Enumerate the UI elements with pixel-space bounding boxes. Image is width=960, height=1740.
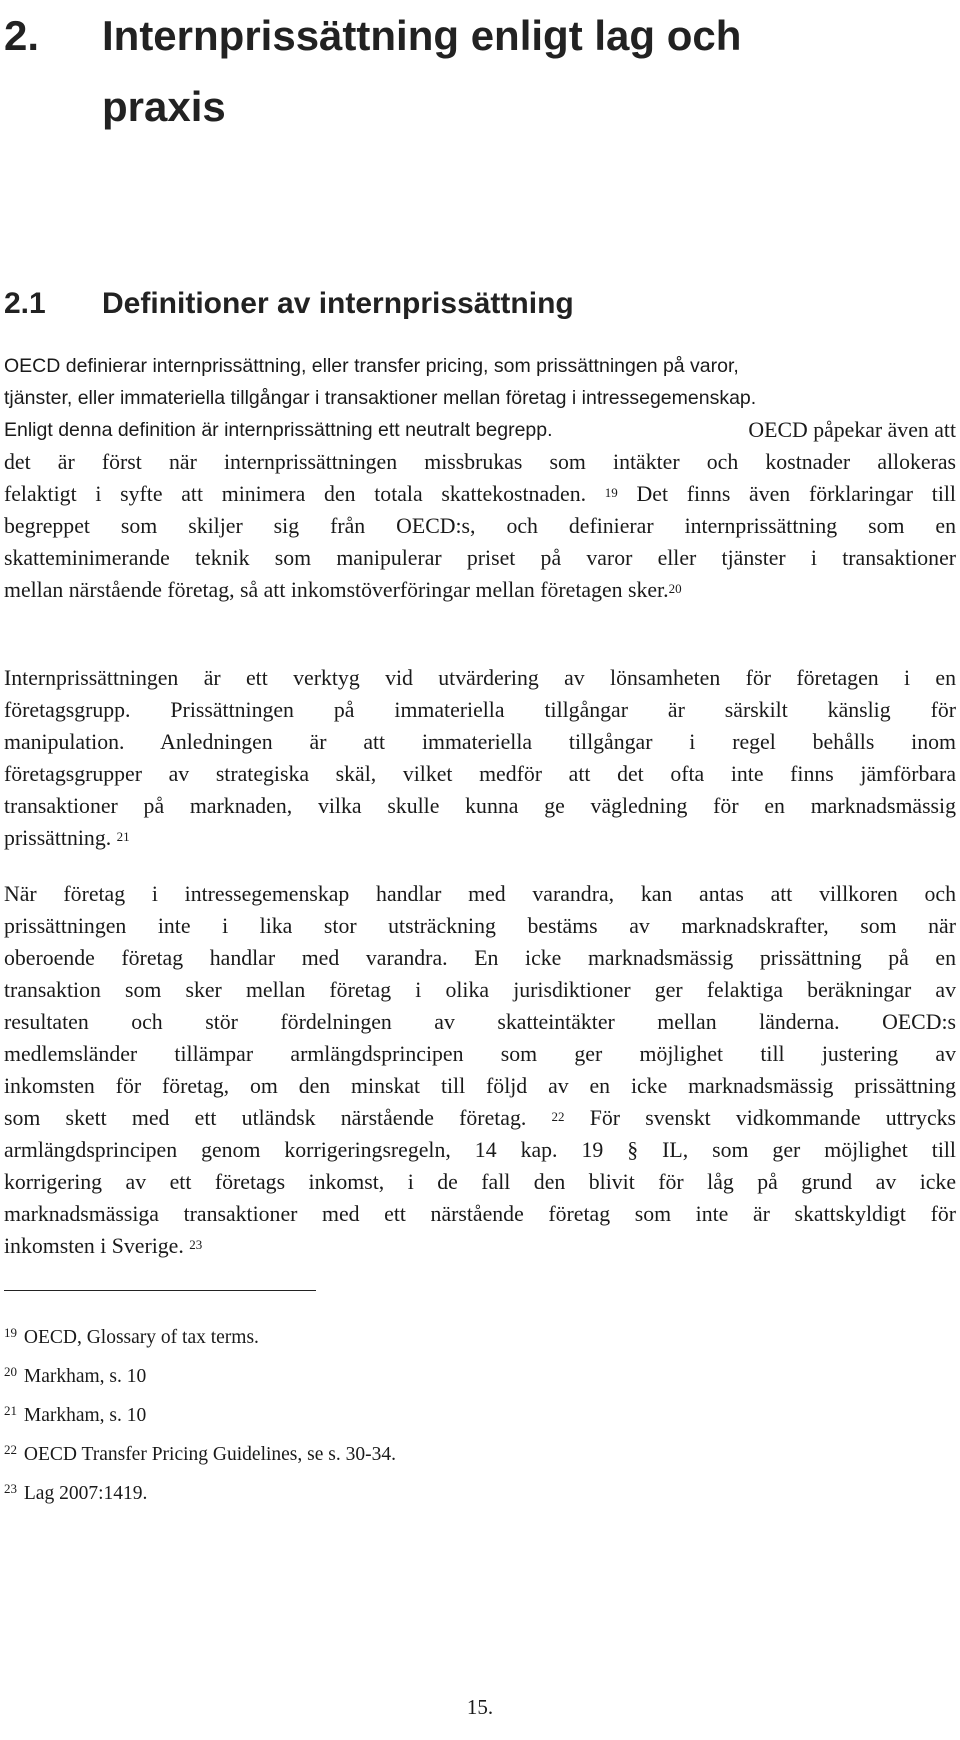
text-segment: För svenskt vidkommande uttrycks — [589, 1106, 957, 1130]
footnote-20 — [4, 1357, 904, 1396]
footnote-19 — [4, 1318, 904, 1357]
text-segment: felaktigt i syfte att minimera den totala skattekostnaden. — [4, 482, 587, 506]
chapter-title-line2: praxis — [102, 83, 226, 130]
text-segment: Det finns även förklaringar till — [636, 482, 956, 506]
footnote-21 — [4, 1396, 904, 1435]
footnote-text: Lag 2007:1419. — [23, 1483, 148, 1504]
footnote-text: Markham, s. 10 — [23, 1366, 147, 1387]
text-line: tjänster, eller immateriella tillgångar i transaktioner mellan företag i intressegemenskap. — [4, 387, 757, 409]
text-line-with-footnote — [4, 822, 956, 854]
paragraph-1-intro — [4, 350, 958, 446]
text-line: skatteminimerande teknik som manipulerar priset på varor eller tjänster i transaktioner — [4, 546, 956, 570]
chapter-heading — [4, 0, 960, 142]
paragraph-2 — [4, 662, 956, 854]
text-line: manipulation. Anledningen är att immateriella tillgångar i regel behålls inom — [4, 730, 956, 754]
text-line: företagsgrupp. Prissättningen på immateriella tillgångar är särskilt känslig för — [4, 698, 956, 722]
footnote-text: Markham, s. 10 — [23, 1405, 147, 1426]
text-line: resultaten och stör fördelningen av skatteintäkter mellan länderna. OECD:s — [4, 1010, 956, 1034]
footnote-ref-23[interactable]: 23 — [189, 1237, 203, 1252]
text-line: OECD definierar internprissättning, eller transfer pricing, som prissättningen på varor, — [4, 355, 739, 377]
footnote-separator — [4, 1290, 316, 1291]
paragraph-3 — [4, 878, 956, 1262]
text-line: inkomsten för företag, om den minskat till följd av en icke marknadsmässig prissättning — [4, 1074, 956, 1098]
footnote-text: OECD, Glossary of tax terms. — [23, 1327, 259, 1348]
text-line: marknadsmässiga transaktioner med ett närstående företag som inte är skattskyldigt för — [4, 1202, 956, 1226]
section-title: Definitioner av internprissättning — [102, 287, 574, 320]
section-number: 2.1 — [4, 287, 46, 320]
footnote-23 — [4, 1474, 904, 1513]
text-line: begreppet som skiljer sig från OECD:s, och definierar internprissättning som en — [4, 514, 956, 538]
footnotes — [4, 1318, 904, 1513]
text-line: korrigering av ett företags inkomst, i de fall den blivit för låg på grund av icke — [4, 1170, 956, 1194]
text-line-with-footnote — [4, 478, 956, 510]
chapter-number: 2. — [4, 12, 40, 59]
footnote-ref-22[interactable]: 22 — [551, 1109, 565, 1124]
text-line: När företag i intressegemenskap handlar med varandra, kan antas att villkoren och — [4, 882, 956, 906]
text-segment: prissättning. — [4, 826, 112, 850]
text-segment: inkomsten i Sverige. — [4, 1234, 184, 1258]
text-line-mixed — [4, 414, 958, 446]
chapter-title-line1: Internprissättning enligt lag och — [102, 12, 742, 59]
footnote-22 — [4, 1435, 904, 1474]
footnote-number: 22 — [4, 1442, 17, 1457]
paragraph-1 — [4, 446, 956, 606]
text-segment: som skett med ett utländsk närstående företag. — [4, 1106, 527, 1130]
footnote-number: 21 — [4, 1403, 17, 1418]
text-line: transaktioner på marknaden, vilka skulle kunna ge vägledning för en marknadsmässig — [4, 794, 956, 818]
page-number: 15. — [466, 1695, 494, 1719]
text-line: prissättningen inte i lika stor utsträckning bestäms av marknadskrafter, som när — [4, 914, 956, 938]
text-line-with-footnote — [4, 574, 956, 606]
text-line: transaktion som sker mellan företag i olika jurisdiktioner ger felaktiga beräkningar av — [4, 978, 956, 1002]
text-line: det är först när internprissättningen missbrukas som intäkter och kostnader allokeras — [4, 450, 956, 474]
text-line: Internprissättningen är ett verktyg vid utvärdering av lönsamheten för företagen i en — [4, 666, 956, 690]
footnote-number: 19 — [4, 1325, 17, 1340]
text-line: medlemsländer tillämpar armlängdsprincipen som ger möjlighet till justering av — [4, 1042, 956, 1066]
footnote-ref-19[interactable]: 19 — [604, 485, 618, 500]
text-line: oberoende företag handlar med varandra. En icke marknadsmässig prissättning på en — [4, 946, 956, 970]
text-line-serif-tail: OECD påpekar även att — [748, 418, 956, 442]
text-line-with-footnote — [4, 1102, 956, 1134]
section-heading — [4, 284, 960, 324]
text-segment: mellan närstående företag, så att inkomstöverföringar mellan företagen sker. — [4, 578, 669, 602]
footnote-number: 20 — [4, 1364, 17, 1379]
text-line-with-footnote — [4, 1230, 956, 1262]
text-line: armlängdsprincipen genom korrigeringsregeln, 14 kap. 19 § IL, som ger möjlighet till — [4, 1138, 956, 1162]
text-line: Enligt denna definition är internprissättning ett neutralt begrepp. — [4, 419, 553, 441]
footnote-text: OECD Transfer Pricing Guidelines, se s. 30-34. — [23, 1444, 396, 1465]
footnote-ref-20[interactable]: 20 — [668, 581, 682, 596]
footnote-ref-21[interactable]: 21 — [116, 829, 130, 844]
footnote-number: 23 — [4, 1481, 17, 1496]
text-line: företagsgrupper av strategiska skäl, vilket medför att det ofta inte finns jämförbara — [4, 762, 956, 786]
